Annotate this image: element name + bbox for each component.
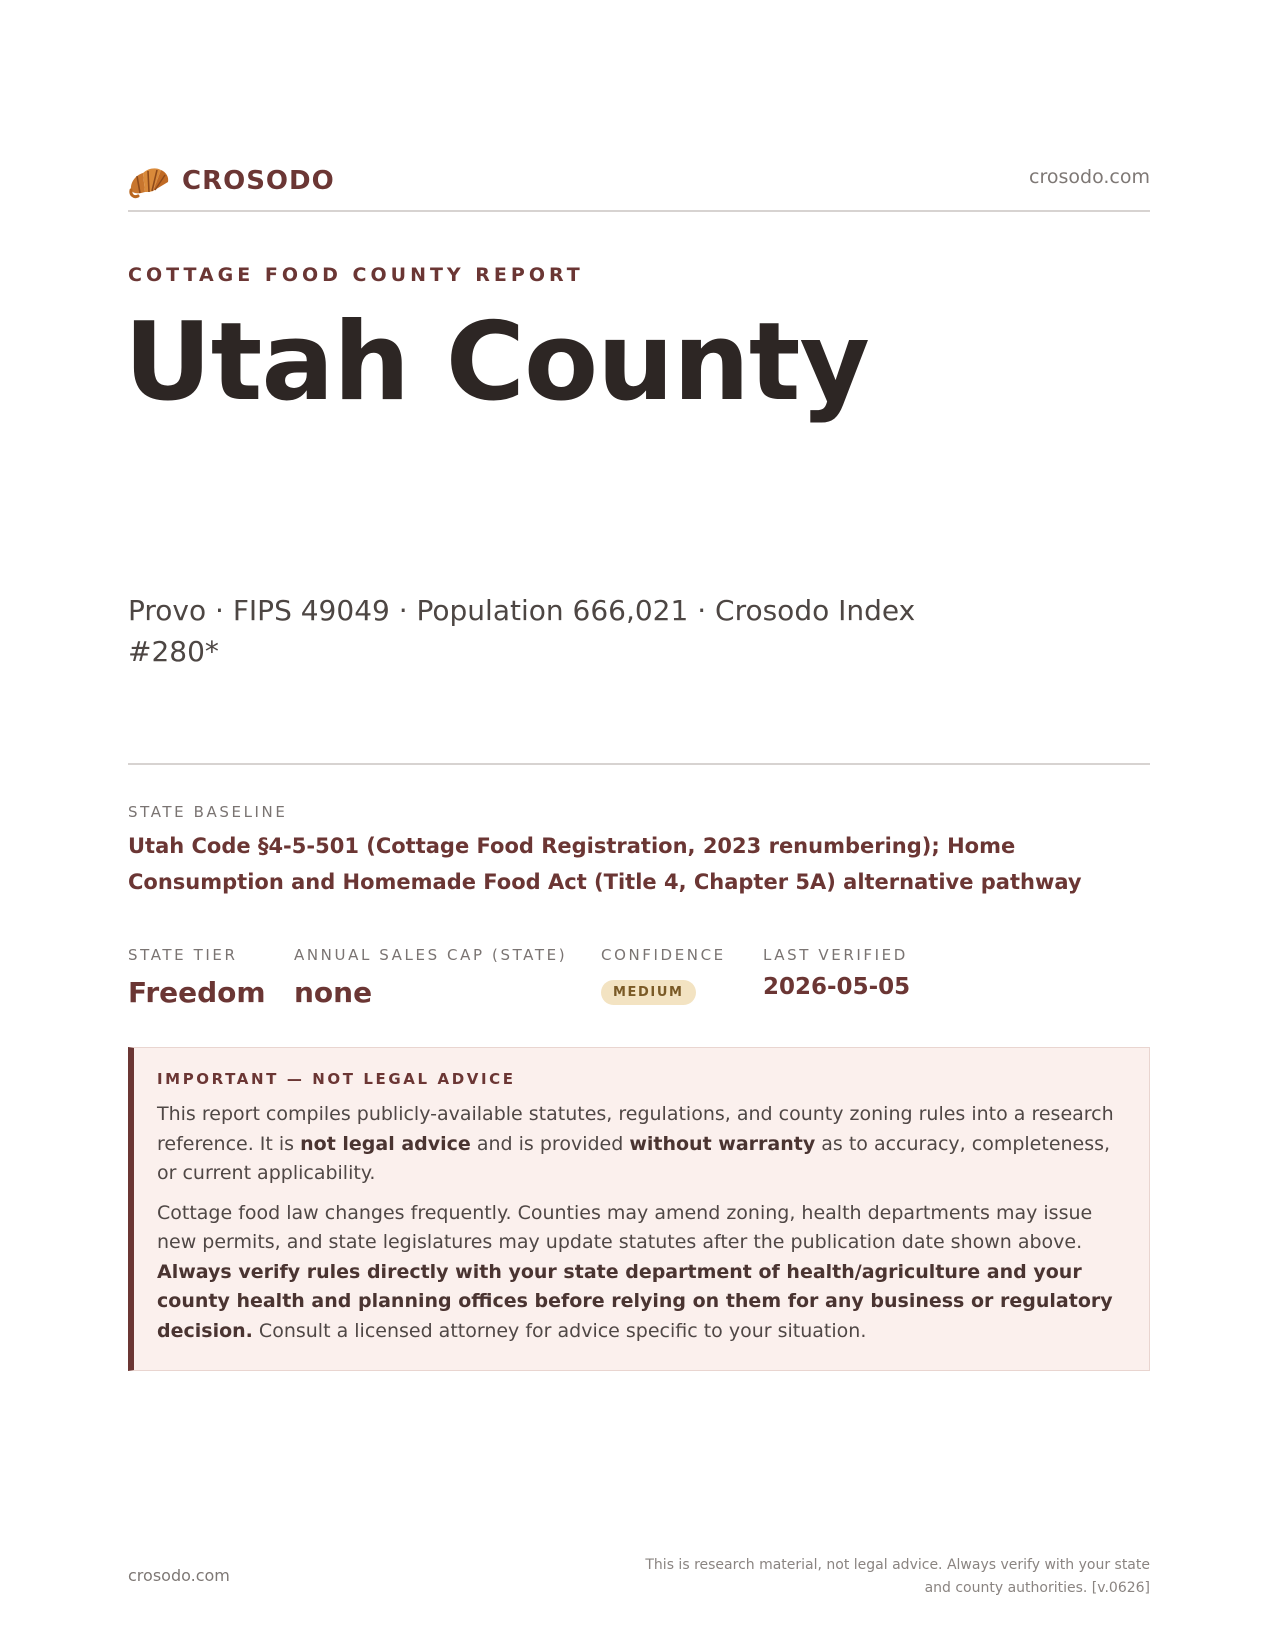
emphasis-verify-rules: Always verify rules directly with your state department of health/agriculture and your county health and planning offices before relying on them for any business or regulatory decision.: [157, 1260, 1113, 1342]
sales-cap-value: none: [294, 976, 373, 1009]
emphasis-without-warranty: without warranty: [629, 1132, 816, 1155]
emphasis-not-legal-advice: not legal advice: [300, 1132, 471, 1155]
site-url-link[interactable]: crosodo.com: [1029, 166, 1150, 188]
county-subtitle: Provo · FIPS 49049 · Population 666,021 · Crosodo Index #280*: [128, 594, 916, 668]
stat-state-tier: [128, 946, 266, 1009]
state-baseline-label: STATE BASELINE: [128, 803, 288, 821]
brand[interactable]: [128, 162, 335, 200]
confidence-badge: MEDIUM: [601, 980, 696, 1005]
state-baseline-text: Utah Code §4-5-501 (Cottage Food Registration, 2023 renumbering); Home Consumption and Homemade Food Act (Title 4, Chapter 5A) alternative pathway: [128, 834, 1082, 894]
footer-disclaimer-line-2: and county authorities. [v.0626]: [924, 1580, 1150, 1596]
notice-title: IMPORTANT — NOT LEGAL ADVICE: [157, 1070, 516, 1088]
notice-paragraph-1: This report compiles publicly-available statutes, regulations, and county zoning rules into a research reference. It is not legal advice and is provided without warranty as to accuracy, completeness, or current applicability.: [157, 1103, 1114, 1184]
footer-disclaimer: [630, 1554, 1150, 1600]
croissant-icon: [128, 162, 170, 200]
last-verified-value: 2026-05-05: [763, 974, 911, 1000]
report-page: [124, 0, 1150, 1650]
legal-notice-box: [128, 1047, 1150, 1371]
sales-cap-label: ANNUAL SALES CAP (STATE): [294, 946, 568, 964]
page-title: Utah County: [124, 300, 869, 425]
confidence-label: CONFIDENCE: [601, 946, 726, 964]
notice-paragraph-2: Cottage food law changes frequently. Counties may amend zoning, health departments may issue new permits, and state legislatures may update statutes after the publication date shown above. Always verify rules directly with your state department of health/agriculture and your county health and planning offices before relying on them for any business or regulatory decision. Consult a licensed attorney for advice specific to your situation.: [157, 1201, 1113, 1342]
footer-url-link[interactable]: crosodo.com: [128, 1566, 230, 1585]
state-tier-value: Freedom: [128, 976, 266, 1009]
state-tier-label: STATE TIER: [128, 946, 238, 964]
footer-disclaimer-line-1: This is research material, not legal advice. Always verify with your state: [645, 1557, 1150, 1573]
page-header: [128, 158, 1150, 212]
stat-last-verified: [763, 946, 910, 1000]
last-verified-label: LAST VERIFIED: [763, 946, 908, 964]
stat-confidence: [601, 946, 726, 1005]
section-divider: [128, 763, 1150, 765]
report-eyebrow: COTTAGE FOOD COUNTY REPORT: [128, 264, 584, 286]
brand-name: CROSODO: [182, 166, 335, 196]
stat-sales-cap: [294, 946, 567, 1009]
